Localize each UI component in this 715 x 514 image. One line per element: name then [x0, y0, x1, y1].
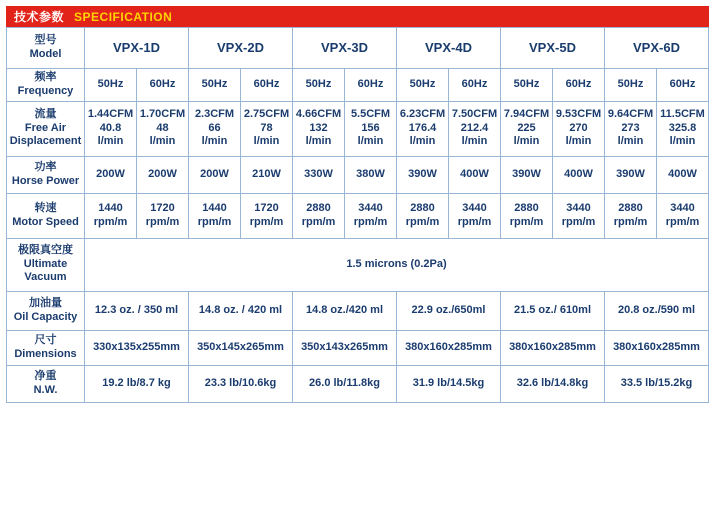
motor-speed-cell [605, 193, 657, 238]
motor-speed-value: 3440 [670, 201, 695, 214]
row-header-flow-en2: Displacement [9, 135, 82, 148]
frequency-cell: 60Hz [657, 69, 709, 102]
table-row-horse-power [7, 156, 709, 193]
free-air-cfm: 7.50CFM [451, 107, 498, 120]
spec-title-bar [6, 6, 709, 27]
ultimate-vacuum-cell: 1.5 microns (0.2Pa) [85, 238, 709, 291]
motor-speed-unit: rpm/m [457, 215, 492, 228]
motor-speed-cell [501, 193, 553, 238]
row-header-dim-cn: 尺寸 [34, 333, 57, 346]
motor-speed-cell [657, 193, 709, 238]
row-header-speed-en: Motor Speed [12, 215, 79, 228]
horse-power-cell: 210W [241, 156, 293, 193]
free-air-cell [293, 101, 345, 156]
horse-power-cell: 390W [605, 156, 657, 193]
free-air-cfm: 2.75CFM [243, 107, 290, 120]
row-header-free-air-displacement [7, 101, 85, 156]
free-air-cell [605, 101, 657, 156]
free-air-cell [657, 101, 709, 156]
motor-speed-unit: rpm/m [405, 215, 440, 228]
oil-capacity-cell: 14.8 oz. / 420 ml [189, 291, 293, 330]
motor-speed-cell [85, 193, 137, 238]
free-air-lmin-value: 78 [260, 121, 273, 134]
dimensions-cell: 330x135x255mm [85, 330, 189, 365]
motor-speed-cell [189, 193, 241, 238]
frequency-cell: 50Hz [605, 69, 657, 102]
net-weight-cell: 32.6 lb/14.8kg [501, 365, 605, 402]
frequency-cell: 60Hz [345, 69, 397, 102]
motor-speed-value: 3440 [462, 201, 487, 214]
row-header-model-cn: 型号 [34, 34, 57, 47]
frequency-cell: 50Hz [397, 69, 449, 102]
table-row-dimensions [7, 330, 709, 365]
table-row-oil-capacity [7, 291, 709, 330]
frequency-cell: 60Hz [449, 69, 501, 102]
row-header-frequency-cn: 频率 [34, 71, 57, 83]
table-row-frequency [7, 69, 709, 102]
row-header-net-weight [7, 365, 85, 402]
free-air-lmin-value: 212.4 [460, 121, 489, 134]
free-air-cfm: 1.44CFM [87, 107, 134, 120]
motor-speed-cell [137, 193, 189, 238]
horse-power-cell: 330W [293, 156, 345, 193]
free-air-cfm: 1.70CFM [139, 107, 186, 120]
motor-speed-unit: rpm/m [509, 215, 544, 228]
net-weight-cell: 23.3 lb/10.6kg [189, 365, 293, 402]
motor-speed-value: 2880 [306, 201, 331, 214]
free-air-lmin-value: 156 [361, 121, 380, 134]
free-air-cfm: 9.64CFM [607, 107, 654, 120]
free-air-lmin-value: 273 [621, 121, 640, 134]
free-air-cell [241, 101, 293, 156]
row-header-vacuum-en2: Vacuum [24, 271, 67, 284]
row-header-nw-cn: 净重 [34, 369, 57, 382]
table-row-model [7, 28, 709, 69]
frequency-cell: 50Hz [189, 69, 241, 102]
horse-power-cell: 200W [85, 156, 137, 193]
motor-speed-unit: rpm/m [353, 215, 388, 228]
row-header-model [7, 28, 85, 69]
specification-table [6, 27, 709, 403]
free-air-lmin-unit: l/min [253, 135, 280, 148]
motor-speed-unit: rpm/m [301, 215, 336, 228]
free-air-lmin-unit: l/min [149, 135, 176, 148]
frequency-cell: 50Hz [501, 69, 553, 102]
free-air-lmin-value: 176.4 [408, 121, 437, 134]
row-header-model-en: Model [29, 48, 62, 60]
free-air-cfm: 2.3CFM [194, 107, 235, 120]
free-air-cell [137, 101, 189, 156]
motor-speed-value: 1720 [150, 201, 175, 214]
free-air-lmin-unit: l/min [97, 135, 124, 148]
free-air-cfm: 7.94CFM [503, 107, 550, 120]
free-air-cfm: 11.5CFM [660, 107, 705, 120]
horse-power-cell: 390W [397, 156, 449, 193]
frequency-cell: 60Hz [137, 69, 189, 102]
free-air-cfm: 9.53CFM [555, 107, 602, 120]
oil-capacity-cell: 22.9 oz./650ml [397, 291, 501, 330]
free-air-lmin-value: 225 [517, 121, 536, 134]
model-cell-5: VPX-5D [501, 28, 605, 69]
free-air-lmin-unit: l/min [461, 135, 488, 148]
free-air-lmin-unit: l/min [617, 135, 644, 148]
net-weight-cell: 31.9 lb/14.5kg [397, 365, 501, 402]
model-cell-6: VPX-6D [605, 28, 709, 69]
dimensions-cell: 380x160x285mm [397, 330, 501, 365]
motor-speed-value: 3440 [358, 201, 383, 214]
row-header-hp-cn: 功率 [34, 160, 57, 173]
model-cell-4: VPX-4D [397, 28, 501, 69]
free-air-lmin-unit: l/min [357, 135, 384, 148]
table-row-motor-speed [7, 193, 709, 238]
motor-speed-value: 1720 [254, 201, 279, 214]
free-air-cell [189, 101, 241, 156]
free-air-lmin-value: 270 [569, 121, 588, 134]
motor-speed-unit: rpm/m [561, 215, 596, 228]
motor-speed-cell [241, 193, 293, 238]
model-cell-1: VPX-1D [85, 28, 189, 69]
motor-speed-unit: rpm/m [145, 215, 180, 228]
free-air-cell [85, 101, 137, 156]
frequency-cell: 60Hz [553, 69, 605, 102]
motor-speed-unit: rpm/m [197, 215, 232, 228]
horse-power-cell: 200W [189, 156, 241, 193]
row-header-frequency-en: Frequency [17, 84, 74, 97]
free-air-lmin-unit: l/min [409, 135, 436, 148]
motor-speed-value: 2880 [618, 201, 643, 214]
horse-power-cell: 390W [501, 156, 553, 193]
row-header-dim-en: Dimensions [14, 347, 77, 360]
model-cell-3: VPX-3D [293, 28, 397, 69]
frequency-cell: 50Hz [85, 69, 137, 102]
motor-speed-value: 1440 [202, 201, 227, 214]
oil-capacity-cell: 21.5 oz./ 610ml [501, 291, 605, 330]
free-air-lmin-value: 132 [309, 121, 328, 134]
horse-power-cell: 400W [553, 156, 605, 193]
row-header-oil-en: Oil Capacity [13, 310, 78, 323]
row-header-flow-cn: 流量 [34, 107, 57, 120]
spec-title-en: SPECIFICATION [74, 9, 173, 24]
row-header-dimensions [7, 330, 85, 365]
motor-speed-value: 2880 [410, 201, 435, 214]
row-header-horse-power [7, 156, 85, 193]
free-air-cfm: 5.5CFM [350, 107, 391, 120]
oil-capacity-cell: 20.8 oz./590 ml [605, 291, 709, 330]
oil-capacity-cell: 12.3 oz. / 350 ml [85, 291, 189, 330]
motor-speed-unit: rpm/m [249, 215, 284, 228]
motor-speed-value: 2880 [514, 201, 539, 214]
motor-speed-cell [397, 193, 449, 238]
table-row-net-weight [7, 365, 709, 402]
row-header-motor-speed [7, 193, 85, 238]
free-air-lmin-value: 48 [156, 121, 169, 134]
free-air-cfm: 4.66CFM [295, 107, 342, 120]
motor-speed-cell [553, 193, 605, 238]
motor-speed-cell [293, 193, 345, 238]
motor-speed-value: 3440 [566, 201, 591, 214]
row-header-hp-en: Horse Power [11, 174, 80, 187]
motor-speed-unit: rpm/m [93, 215, 128, 228]
horse-power-cell: 380W [345, 156, 397, 193]
spec-title-cn: 技术参数 [14, 10, 65, 24]
row-header-flow-en: Free Air [24, 121, 67, 134]
free-air-cell [345, 101, 397, 156]
row-header-oil-capacity [7, 291, 85, 330]
model-cell-2: VPX-2D [189, 28, 293, 69]
motor-speed-unit: rpm/m [613, 215, 648, 228]
motor-speed-value: 1440 [98, 201, 123, 214]
motor-speed-cell [449, 193, 501, 238]
free-air-cell [553, 101, 605, 156]
free-air-lmin-value: 66 [208, 121, 221, 134]
row-header-vacuum-cn: 极限真空度 [18, 243, 73, 256]
horse-power-cell: 200W [137, 156, 189, 193]
free-air-lmin-unit: l/min [669, 135, 696, 148]
row-header-vacuum-en: Ultimate [23, 257, 68, 270]
net-weight-cell: 19.2 lb/8.7 kg [85, 365, 189, 402]
motor-speed-unit: rpm/m [665, 215, 700, 228]
free-air-cell [501, 101, 553, 156]
row-header-oil-cn: 加油量 [29, 296, 62, 309]
dimensions-cell: 380x160x285mm [501, 330, 605, 365]
frequency-cell: 50Hz [293, 69, 345, 102]
free-air-lmin-value: 325.8 [668, 121, 697, 134]
dimensions-cell: 380x160x285mm [605, 330, 709, 365]
oil-capacity-cell: 14.8 oz./420 ml [293, 291, 397, 330]
dimensions-cell: 350x145x265mm [189, 330, 293, 365]
free-air-lmin-unit: l/min [305, 135, 332, 148]
row-header-ultimate-vacuum [7, 238, 85, 291]
free-air-cfm: 6.23CFM [399, 107, 446, 120]
net-weight-cell: 33.5 lb/15.2kg [605, 365, 709, 402]
free-air-lmin-unit: l/min [513, 135, 540, 148]
free-air-cell [397, 101, 449, 156]
frequency-cell: 60Hz [241, 69, 293, 102]
table-row-ultimate-vacuum [7, 238, 709, 291]
motor-speed-cell [345, 193, 397, 238]
free-air-lmin-unit: l/min [565, 135, 592, 148]
dimensions-cell: 350x143x265mm [293, 330, 397, 365]
free-air-lmin-unit: l/min [201, 135, 228, 148]
free-air-lmin-value: 40.8 [99, 121, 122, 134]
net-weight-cell: 26.0 lb/11.8kg [293, 365, 397, 402]
row-header-frequency [7, 69, 85, 102]
horse-power-cell: 400W [657, 156, 709, 193]
row-header-nw-en: N.W. [33, 383, 58, 396]
horse-power-cell: 400W [449, 156, 501, 193]
row-header-speed-cn: 转速 [34, 201, 57, 214]
free-air-cell [449, 101, 501, 156]
table-row-free-air-displacement [7, 101, 709, 156]
